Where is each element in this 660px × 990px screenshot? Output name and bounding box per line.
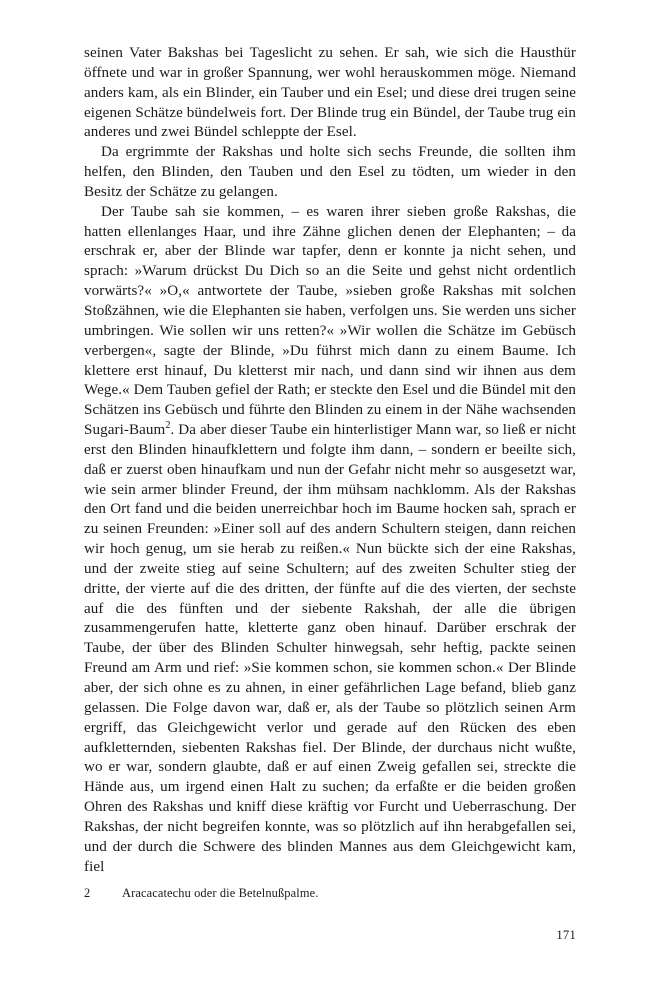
footnote-area: [84, 885, 576, 901]
footnote-number: 2: [84, 886, 91, 900]
paragraph-3-part-b: . Da aber dieser Taube ein hinterlistiger Mann war, so ließ er nicht erst den Blinden hinaufklettern und folgte ihm dann, – sondern er beeilte sich, daß er zuerst oben hinaufkam und nun der Gefahr nicht mehr so ausgesetzt war, wie sein armer blinder Freund, der ihm mühsam nachklomm. Als der Rakshas den Ort fand und die beiden unerreichbar hoch im Baume hocken sah, sprach er zu seinen Freunden: »Einer soll auf des andern Schultern steigen, dann reichen wir hoch genug, um sie herab zu reißen.« Nun bückte sich der eine Rakshas, und der zweite stieg auf seine Schultern; auf des zweiten Schulter stieg der dritte, der vierte auf die des dritten, der fünfte auf die des vierten, der sechste auf die des fünften und der siebente Rakshah, der alle die übrigen zusammengerufen hatte, kletterte ganz oben hinauf. Darüber erschrak der Taube, der über des Blinden Schulter hinwegsah, sehr heftig, packte seinen Freund am Arm und rief: »Sie kommen schon, sie kommen schon.« Der Blinde aber, der sich ohne es zu ahnen, in einer gefährlichen Lage befand, blieb ganz gelassen. Die Folge davon war, daß er, als der Taube so plötzlich seinen Arm ergriff, das Gleichgewicht verlor und gerade auf den Rücken des eben aufkletternden, siebenten Rakshas fiel. Der Blinde, der durchaus nicht wußte, wo er war, sondern glaubte, daß er auf einen Zweig gefallen sei, streckte die Hände aus, um irgend einen Halt zu suchen; da erfaßte er die beiden großen Ohren des Rakshas und kniff diese kräftig vor Furcht und Ueberraschung. Der Rakshas, der nicht begreifen konnte, was so plötzlich auf ihn herabgefallen sei, und der durch die Schwere des blinden Mannes aus dem Gleichgewicht kam, fiel: [84, 422, 576, 875]
page-number: 171: [556, 928, 576, 942]
footnote-text: Aracacatechu oder die Betelnußpalme.: [122, 886, 319, 900]
paragraph-2: Da ergrimmte der Rakshas und holte sich sechs Freunde, die sollten ihm helfen, den Blinden, den Tauben und den Esel zu tödten, um wieder in den Besitz der Schätze zu gelangen.: [84, 144, 576, 200]
footnote-item: [84, 885, 576, 901]
footnote-reference-2[interactable]: 2: [165, 420, 171, 431]
paragraph-1: seinen Vater Bakshas bei Tageslicht zu sehen. Er sah, wie sich die Hausthür öffnete und war in großer Spannung, wer wohl herauskommen möge. Niemand anders kam, als ein Blinder, ein Tauber und ein Esel; und diese drei trugen seine eigenen Schätze bündelweis fort. Der Blinde trug ein Bündel, der Taube trug ein anderes und zwei Bündel schleppte der Esel.: [84, 45, 576, 141]
paragraph-3: [84, 203, 576, 878]
paragraph-3-part-a: Der Taube sah sie kommen, – es waren ihrer sieben große Rakshas, die hatten ellenlanges Haar, und ihre Zähne glichen denen der Elephanten; – da erschrak er, aber der Blinde war tapfer, denn er konnte ja nicht sehen, und sprach: »Warum drückst Du Dich so an die Seite und gehst nicht ordentlich vorwärts?« »O,« antwortete der Taube, »sieben große Rakshas mit solchen Stoßzähnen, wie die Elephanten sie haben, verfolgen uns. Sie werden uns sicher umbringen. Wie sollen wir uns retten?« »Wir wollen die Schätze im Gebüsch verbergen«, sagte der Blinde, »Du führst mich dann zu einem Baume. Ich klettere erst hinauf, Du kletterst mir nach, und dann sind wir ihnen aus dem Wege.« Dem Tauben gefiel der Rath; er steckte den Esel und die Bündel mit den Schätzen ins Gebüsch und führte den Blinden zu einem in der Nähe wachsenden Sugari-Baum: [84, 203, 576, 439]
body-text-block: [84, 44, 576, 877]
